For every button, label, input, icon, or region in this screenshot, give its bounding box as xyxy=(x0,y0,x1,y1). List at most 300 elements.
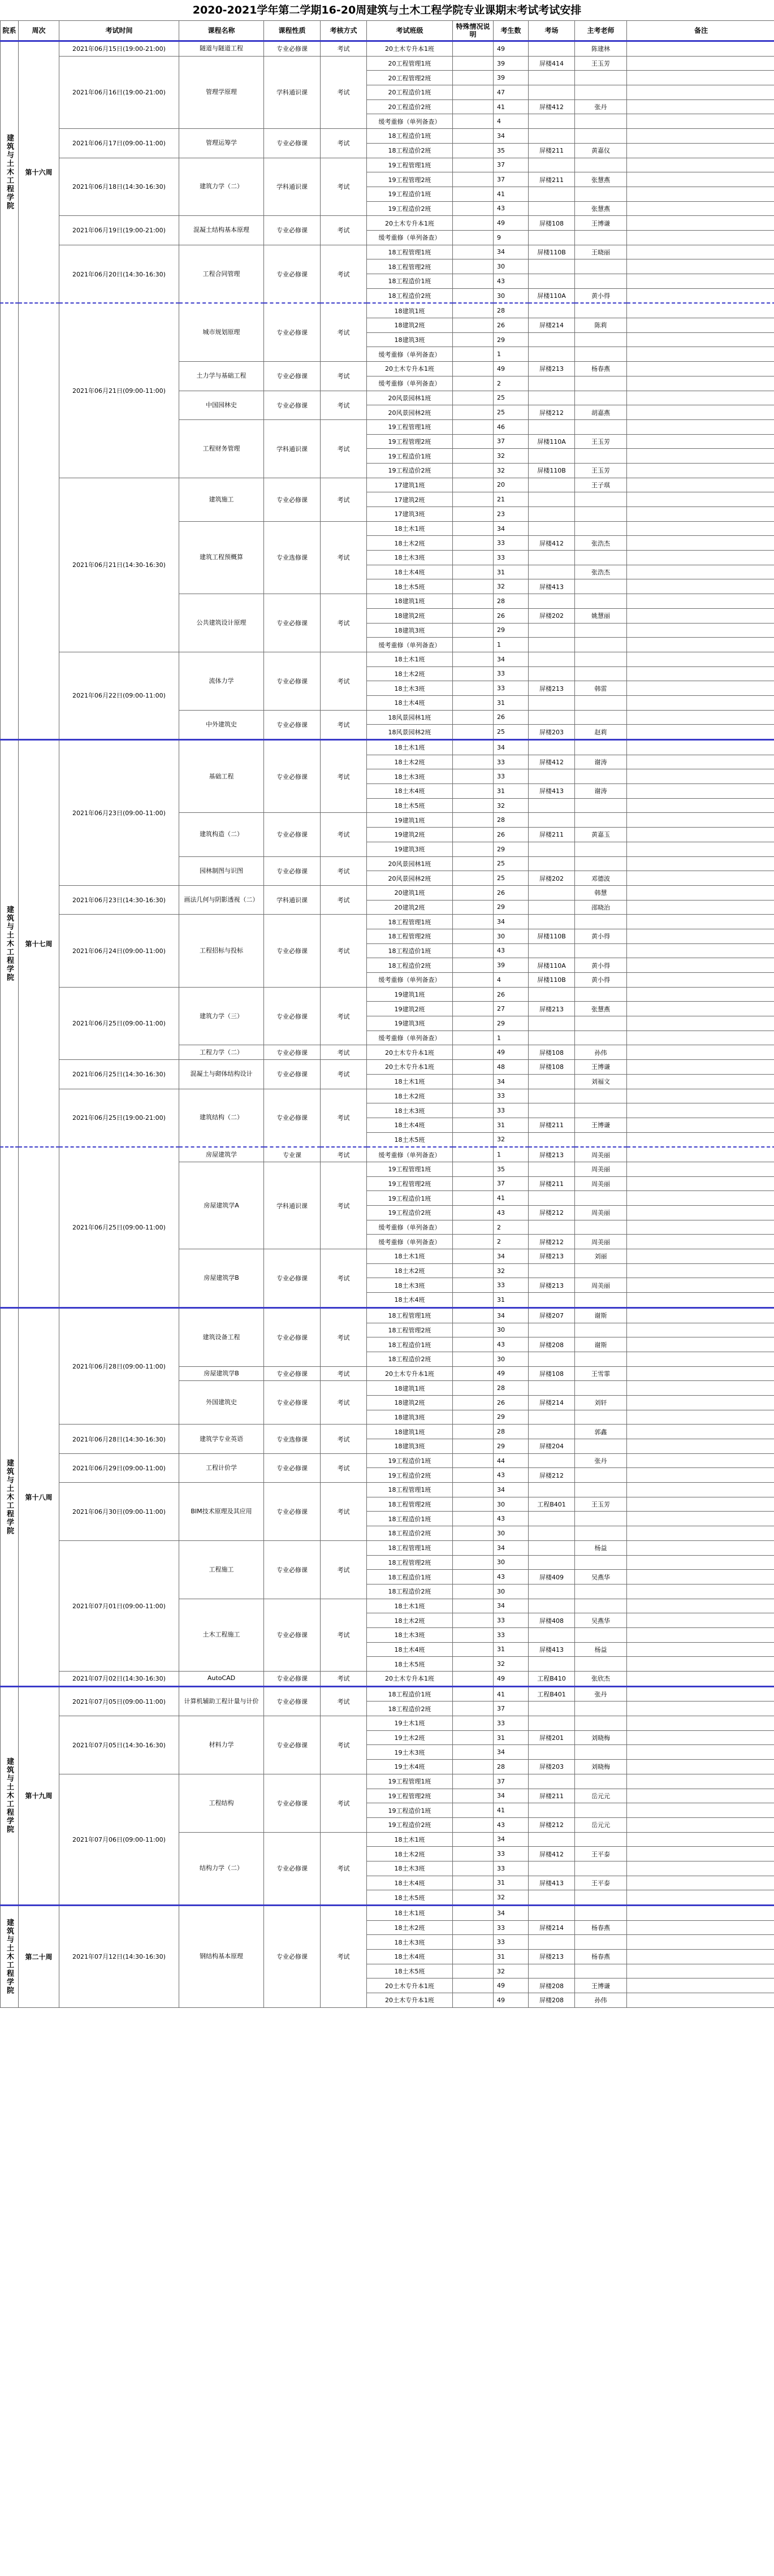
student-count-cell: 25 xyxy=(494,871,529,886)
student-count-cell: 48 xyxy=(494,1060,529,1075)
student-count-cell: 43 xyxy=(494,943,529,958)
room-cell xyxy=(529,1512,575,1526)
room-cell xyxy=(529,900,575,915)
examiner-cell xyxy=(575,666,627,681)
special-note-cell xyxy=(453,1847,494,1861)
remarks-cell xyxy=(627,1760,774,1774)
class-cell: 18土木5班 xyxy=(367,579,453,594)
remarks-cell xyxy=(627,973,774,988)
course-name-cell: 园林制图与识图 xyxy=(179,856,264,885)
remarks-cell xyxy=(627,143,774,158)
room-cell: 屏楼202 xyxy=(529,871,575,886)
class-cell: 18建筑2班 xyxy=(367,1395,453,1410)
examiner-cell: 邵晓治 xyxy=(575,900,627,915)
table-row xyxy=(1,1308,774,1323)
student-count-cell: 35 xyxy=(494,1162,529,1176)
student-count-cell: 32 xyxy=(494,463,529,478)
special-note-cell xyxy=(453,1468,494,1483)
room-cell: 屏楼211 xyxy=(529,1118,575,1132)
class-cell: 18土木2班 xyxy=(367,1920,453,1935)
class-cell: 20风景园林2班 xyxy=(367,405,453,420)
week-cell xyxy=(19,303,59,739)
examiner-cell: 陈建林 xyxy=(575,41,627,57)
special-note-cell xyxy=(453,1323,494,1337)
remarks-cell xyxy=(627,129,774,144)
examiner-cell xyxy=(575,1832,627,1847)
room-cell: 屏楼214 xyxy=(529,318,575,333)
room-cell xyxy=(529,1627,575,1642)
special-note-cell xyxy=(453,1716,494,1731)
course-nature-cell: 专业必修课 xyxy=(264,1716,321,1774)
table-row xyxy=(1,1774,774,1789)
class-cell: 18工程管理1班 xyxy=(367,245,453,259)
special-note-cell xyxy=(453,1657,494,1672)
class-cell: 18土木2班 xyxy=(367,1263,453,1278)
special-note-cell xyxy=(453,318,494,333)
course-name-cell: 建筑施工 xyxy=(179,478,264,521)
special-note-cell xyxy=(453,1308,494,1323)
special-note-cell xyxy=(453,565,494,579)
remarks-cell xyxy=(627,1657,774,1672)
examiner-cell xyxy=(575,579,627,594)
special-note-cell xyxy=(453,871,494,886)
special-note-cell xyxy=(453,943,494,958)
room-cell: 屏楼413 xyxy=(529,1642,575,1657)
special-note-cell xyxy=(453,1789,494,1803)
assessment-cell: 考试 xyxy=(321,1774,367,1832)
room-cell xyxy=(529,1555,575,1570)
class-cell: 18工程造价2班 xyxy=(367,958,453,973)
examiner-cell xyxy=(575,1220,627,1235)
student-count-cell: 4 xyxy=(494,114,529,129)
assessment-cell: 考试 xyxy=(321,1832,367,1905)
college-cell xyxy=(1,303,19,739)
special-note-cell xyxy=(453,638,494,652)
student-count-cell: 30 xyxy=(494,259,529,274)
special-note-cell xyxy=(453,652,494,666)
examiner-cell xyxy=(575,230,627,245)
special-note-cell xyxy=(453,1118,494,1132)
student-count-cell: 49 xyxy=(494,362,529,376)
remarks-cell xyxy=(627,1497,774,1512)
room-cell xyxy=(529,1657,575,1672)
course-name-cell: AutoCAD xyxy=(179,1672,264,1687)
week-cell xyxy=(19,1147,59,1308)
examiner-cell xyxy=(575,1803,627,1818)
special-note-cell xyxy=(453,521,494,536)
course-nature-cell: 专业必修课 xyxy=(264,710,321,739)
special-note-cell xyxy=(453,1220,494,1235)
special-note-cell xyxy=(453,1206,494,1220)
class-cell: 20建筑2班 xyxy=(367,900,453,915)
student-count-cell: 26 xyxy=(494,710,529,725)
remarks-cell xyxy=(627,187,774,201)
class-cell: 20土木专升本1班 xyxy=(367,1993,453,2008)
student-count-cell: 33 xyxy=(494,769,529,784)
special-note-cell xyxy=(453,828,494,842)
special-note-cell xyxy=(453,332,494,347)
table-row xyxy=(1,478,774,492)
special-note-cell xyxy=(453,1627,494,1642)
assessment-cell: 考试 xyxy=(321,1060,367,1089)
class-cell: 18土木3班 xyxy=(367,1103,453,1118)
table-row xyxy=(1,1060,774,1075)
course-name-cell: 结构力学（二） xyxy=(179,1832,264,1905)
room-cell: 屏楼211 xyxy=(529,828,575,842)
special-note-cell xyxy=(453,1599,494,1613)
remarks-cell xyxy=(627,288,774,303)
remarks-cell xyxy=(627,1555,774,1570)
exam-time-cell: 2021年06月15日(19:00-21:00) xyxy=(59,41,179,57)
exam-time-cell: 2021年06月22日(09:00-11:00) xyxy=(59,652,179,739)
examiner-cell: 王博谦 xyxy=(575,1978,627,1993)
class-cell: 17建筑1班 xyxy=(367,478,453,492)
examiner-cell xyxy=(575,1089,627,1103)
table-body xyxy=(1,41,774,2008)
room-cell xyxy=(529,114,575,129)
student-count-cell: 43 xyxy=(494,1468,529,1483)
special-note-cell xyxy=(453,1555,494,1570)
class-cell: 19建筑2班 xyxy=(367,828,453,842)
student-count-cell: 28 xyxy=(494,1425,529,1439)
examiner-cell: 刘晓梅 xyxy=(575,1730,627,1745)
room-cell xyxy=(529,1599,575,1613)
special-note-cell xyxy=(453,1483,494,1497)
assessment-cell: 考试 xyxy=(321,1425,367,1453)
student-count-cell: 26 xyxy=(494,987,529,1002)
remarks-cell xyxy=(627,725,774,740)
course-nature-cell: 专业必修课 xyxy=(264,1060,321,1089)
class-cell: 缓考重修（单列备查） xyxy=(367,638,453,652)
exam-time-cell: 2021年06月25日(09:00-11:00) xyxy=(59,987,179,1059)
examiner-cell xyxy=(575,1555,627,1570)
room-cell: 屏楼211 xyxy=(529,1176,575,1191)
room-cell: 屏楼213 xyxy=(529,1278,575,1293)
examiner-cell: 张丹 xyxy=(575,1686,627,1702)
remarks-cell xyxy=(627,1540,774,1555)
student-count-cell: 37 xyxy=(494,1702,529,1716)
exam-time-cell: 2021年06月21日(09:00-11:00) xyxy=(59,303,179,478)
room-cell xyxy=(529,1381,575,1396)
remarks-cell xyxy=(627,1890,774,1906)
examiner-cell: 张慧燕 xyxy=(575,201,627,216)
room-cell xyxy=(529,1220,575,1235)
student-count-cell: 1 xyxy=(494,347,529,362)
student-count-cell: 30 xyxy=(494,1497,529,1512)
remarks-cell xyxy=(627,958,774,973)
room-cell xyxy=(529,187,575,201)
remarks-cell xyxy=(627,1468,774,1483)
college-cell: 建筑与土木工程学院 xyxy=(1,1686,19,1905)
examiner-cell: 韩慧 xyxy=(575,885,627,900)
room-cell xyxy=(529,666,575,681)
header-course-nature: 课程性质 xyxy=(264,21,321,41)
header-special-note: 特殊情况说明 xyxy=(453,21,494,41)
room-cell: 屏楼211 xyxy=(529,172,575,187)
student-count-cell: 33 xyxy=(494,1627,529,1642)
student-count-cell: 26 xyxy=(494,885,529,900)
special-note-cell xyxy=(453,391,494,405)
student-count-cell: 4 xyxy=(494,973,529,988)
course-name-cell: 建筑结构（二） xyxy=(179,1089,264,1147)
student-count-cell: 37 xyxy=(494,1176,529,1191)
student-count-cell: 34 xyxy=(494,915,529,929)
class-cell: 19建筑3班 xyxy=(367,1016,453,1031)
course-name-cell: 房屋建筑学 xyxy=(179,1147,264,1162)
student-count-cell: 28 xyxy=(494,813,529,828)
special-note-cell xyxy=(453,594,494,609)
course-nature-cell: 专业必修课 xyxy=(264,41,321,57)
remarks-cell xyxy=(627,1993,774,2008)
header-course-name: 课程名称 xyxy=(179,21,264,41)
examiner-cell: 谢涛 xyxy=(575,755,627,769)
special-note-cell xyxy=(453,1031,494,1045)
remarks-cell xyxy=(627,1483,774,1497)
table-row xyxy=(1,158,774,172)
course-nature-cell: 专业必修课 xyxy=(264,1540,321,1599)
remarks-cell xyxy=(627,362,774,376)
course-name-cell: 工程力学（二） xyxy=(179,1045,264,1060)
course-nature-cell: 专业选修课 xyxy=(264,521,321,594)
special-note-cell xyxy=(453,842,494,856)
course-name-cell: 房屋建筑学B xyxy=(179,1366,264,1381)
class-cell: 18土木4班 xyxy=(367,565,453,579)
remarks-cell xyxy=(627,1235,774,1249)
special-note-cell xyxy=(453,172,494,187)
special-note-cell xyxy=(453,303,494,318)
special-note-cell xyxy=(453,1730,494,1745)
table-row xyxy=(1,129,774,144)
class-cell: 18风景园林1班 xyxy=(367,710,453,725)
class-cell: 18土木1班 xyxy=(367,1832,453,1847)
special-note-cell xyxy=(453,1642,494,1657)
remarks-cell xyxy=(627,318,774,333)
remarks-cell xyxy=(627,230,774,245)
class-cell: 18土木2班 xyxy=(367,1847,453,1861)
room-cell xyxy=(529,376,575,391)
room-cell: 屏楼108 xyxy=(529,1045,575,1060)
special-note-cell xyxy=(453,1352,494,1366)
student-count-cell: 31 xyxy=(494,1950,529,1964)
special-note-cell xyxy=(453,798,494,813)
special-note-cell xyxy=(453,769,494,784)
examiner-cell: 张丹 xyxy=(575,1453,627,1468)
class-cell: 19建筑1班 xyxy=(367,987,453,1002)
examiner-cell: 杨益 xyxy=(575,1642,627,1657)
student-count-cell: 34 xyxy=(494,1483,529,1497)
student-count-cell: 31 xyxy=(494,695,529,710)
course-nature-cell: 专业必修课 xyxy=(264,915,321,987)
course-nature-cell: 专业必修课 xyxy=(264,1906,321,2008)
examiner-cell: 王玉芳 xyxy=(575,1497,627,1512)
course-nature-cell: 专业必修课 xyxy=(264,478,321,521)
room-cell: 屏楼204 xyxy=(529,1439,575,1454)
course-name-cell: 隧道与隧道工程 xyxy=(179,41,264,57)
student-count-cell: 33 xyxy=(494,1103,529,1118)
remarks-cell xyxy=(627,1191,774,1206)
remarks-cell xyxy=(627,798,774,813)
course-nature-cell: 专业必修课 xyxy=(264,1686,321,1716)
special-note-cell xyxy=(453,85,494,100)
special-note-cell xyxy=(453,1263,494,1278)
student-count-cell: 30 xyxy=(494,1526,529,1541)
room-cell xyxy=(529,419,575,434)
remarks-cell xyxy=(627,1206,774,1220)
remarks-cell xyxy=(627,740,774,755)
examiner-cell xyxy=(575,551,627,565)
exam-time-cell: 2021年07月01日(09:00-11:00) xyxy=(59,1540,179,1671)
room-cell: 屏楼110A xyxy=(529,434,575,449)
remarks-cell xyxy=(627,1599,774,1613)
room-cell xyxy=(529,943,575,958)
assessment-cell: 考试 xyxy=(321,856,367,885)
examiner-cell: 黄小得 xyxy=(575,288,627,303)
remarks-cell xyxy=(627,1774,774,1789)
remarks-cell xyxy=(627,1366,774,1381)
examiner-cell: 吴燕华 xyxy=(575,1613,627,1628)
student-count-cell: 37 xyxy=(494,172,529,187)
student-count-cell: 43 xyxy=(494,1337,529,1352)
examiner-cell: 姚慧丽 xyxy=(575,608,627,623)
student-count-cell: 33 xyxy=(494,1847,529,1861)
student-count-cell: 47 xyxy=(494,85,529,100)
class-cell: 18工程造价2班 xyxy=(367,1702,453,1716)
special-note-cell xyxy=(453,259,494,274)
student-count-cell: 28 xyxy=(494,303,529,318)
table-header-row xyxy=(1,21,774,41)
room-cell xyxy=(529,1716,575,1731)
remarks-cell xyxy=(627,434,774,449)
course-name-cell: 混凝土与砌体结构设计 xyxy=(179,1060,264,1089)
room-cell: 屏楼413 xyxy=(529,1876,575,1890)
remarks-cell xyxy=(627,755,774,769)
special-note-cell xyxy=(453,1016,494,1031)
special-note-cell xyxy=(453,784,494,799)
class-cell: 18土木4班 xyxy=(367,1950,453,1964)
class-cell: 18土木4班 xyxy=(367,695,453,710)
course-nature-cell: 专业必修课 xyxy=(264,245,321,303)
remarks-cell xyxy=(627,608,774,623)
course-name-cell: 工程合同管理 xyxy=(179,245,264,303)
room-cell xyxy=(529,1132,575,1147)
course-name-cell: 中国园林史 xyxy=(179,391,264,419)
student-count-cell: 43 xyxy=(494,274,529,289)
room-cell: 屏楼212 xyxy=(529,1206,575,1220)
student-count-cell: 43 xyxy=(494,1817,529,1832)
examiner-cell xyxy=(575,856,627,871)
special-note-cell xyxy=(453,1920,494,1935)
remarks-cell xyxy=(627,492,774,507)
remarks-cell xyxy=(627,1176,774,1191)
header-remarks: 备注 xyxy=(627,21,774,41)
special-note-cell xyxy=(453,725,494,740)
examiner-cell xyxy=(575,1263,627,1278)
class-cell: 缓考重修（单列备查） xyxy=(367,114,453,129)
table-row xyxy=(1,1147,774,1162)
assessment-cell: 考试 xyxy=(321,1483,367,1541)
student-count-cell: 34 xyxy=(494,1308,529,1323)
assessment-cell: 考试 xyxy=(321,1599,367,1671)
remarks-cell xyxy=(627,391,774,405)
room-cell xyxy=(529,303,575,318)
remarks-cell xyxy=(627,1220,774,1235)
course-nature-cell: 专业课 xyxy=(264,1147,321,1162)
assessment-cell: 考试 xyxy=(321,915,367,987)
room-cell xyxy=(529,1323,575,1337)
assessment-cell: 考试 xyxy=(321,303,367,361)
special-note-cell xyxy=(453,463,494,478)
special-note-cell xyxy=(453,434,494,449)
table-row xyxy=(1,1906,774,1921)
header-week: 周次 xyxy=(19,21,59,41)
assessment-cell: 考试 xyxy=(321,1453,367,1482)
student-count-cell: 32 xyxy=(494,1890,529,1906)
course-nature-cell: 专业必修课 xyxy=(264,1089,321,1147)
examiner-cell: 周美丽 xyxy=(575,1147,627,1162)
examiner-cell xyxy=(575,1716,627,1731)
room-cell: 屏楼202 xyxy=(529,608,575,623)
remarks-cell xyxy=(627,856,774,871)
examiner-cell xyxy=(575,652,627,666)
remarks-cell xyxy=(627,536,774,551)
student-count-cell: 29 xyxy=(494,1439,529,1454)
examiner-cell: 谢涛 xyxy=(575,784,627,799)
course-nature-cell: 专业选修课 xyxy=(264,1425,321,1453)
class-cell: 19土木3班 xyxy=(367,1745,453,1760)
examiner-cell xyxy=(575,71,627,85)
examiner-cell: 杨春燕 xyxy=(575,362,627,376)
class-cell: 19工程管理1班 xyxy=(367,419,453,434)
room-cell: 屏楼212 xyxy=(529,1468,575,1483)
special-note-cell xyxy=(453,1439,494,1454)
table-row xyxy=(1,1540,774,1555)
special-note-cell xyxy=(453,536,494,551)
room-cell xyxy=(529,1702,575,1716)
course-name-cell: 工程结构 xyxy=(179,1774,264,1832)
student-count-cell: 21 xyxy=(494,492,529,507)
class-cell: 20土木专升本1班 xyxy=(367,1060,453,1075)
course-nature-cell: 专业必修课 xyxy=(264,594,321,652)
remarks-cell xyxy=(627,201,774,216)
remarks-cell xyxy=(627,638,774,652)
remarks-cell xyxy=(627,1702,774,1716)
course-nature-cell: 专业必修课 xyxy=(264,1453,321,1482)
class-cell: 18土木1班 xyxy=(367,1249,453,1264)
examiner-cell: 岳元元 xyxy=(575,1789,627,1803)
remarks-cell xyxy=(627,565,774,579)
course-name-cell: 工程招标与投标 xyxy=(179,915,264,987)
class-cell: 18工程造价1班 xyxy=(367,274,453,289)
special-note-cell xyxy=(453,1453,494,1468)
special-note-cell xyxy=(453,1584,494,1599)
examiner-cell: 韩雷 xyxy=(575,681,627,696)
student-count-cell: 43 xyxy=(494,201,529,216)
class-cell: 18土木3班 xyxy=(367,551,453,565)
class-cell: 18工程管理1班 xyxy=(367,1540,453,1555)
student-count-cell: 32 xyxy=(494,1132,529,1147)
student-count-cell: 33 xyxy=(494,551,529,565)
remarks-cell xyxy=(627,900,774,915)
student-count-cell: 33 xyxy=(494,1935,529,1950)
exam-time-cell: 2021年06月19日(19:00-21:00) xyxy=(59,216,179,245)
student-count-cell: 43 xyxy=(494,1570,529,1584)
class-cell: 18工程造价1班 xyxy=(367,129,453,144)
class-cell: 18土木3班 xyxy=(367,681,453,696)
special-note-cell xyxy=(453,1964,494,1978)
examiner-cell: 张丹 xyxy=(575,99,627,114)
class-cell: 18土木4班 xyxy=(367,1642,453,1657)
examiner-cell xyxy=(575,1483,627,1497)
